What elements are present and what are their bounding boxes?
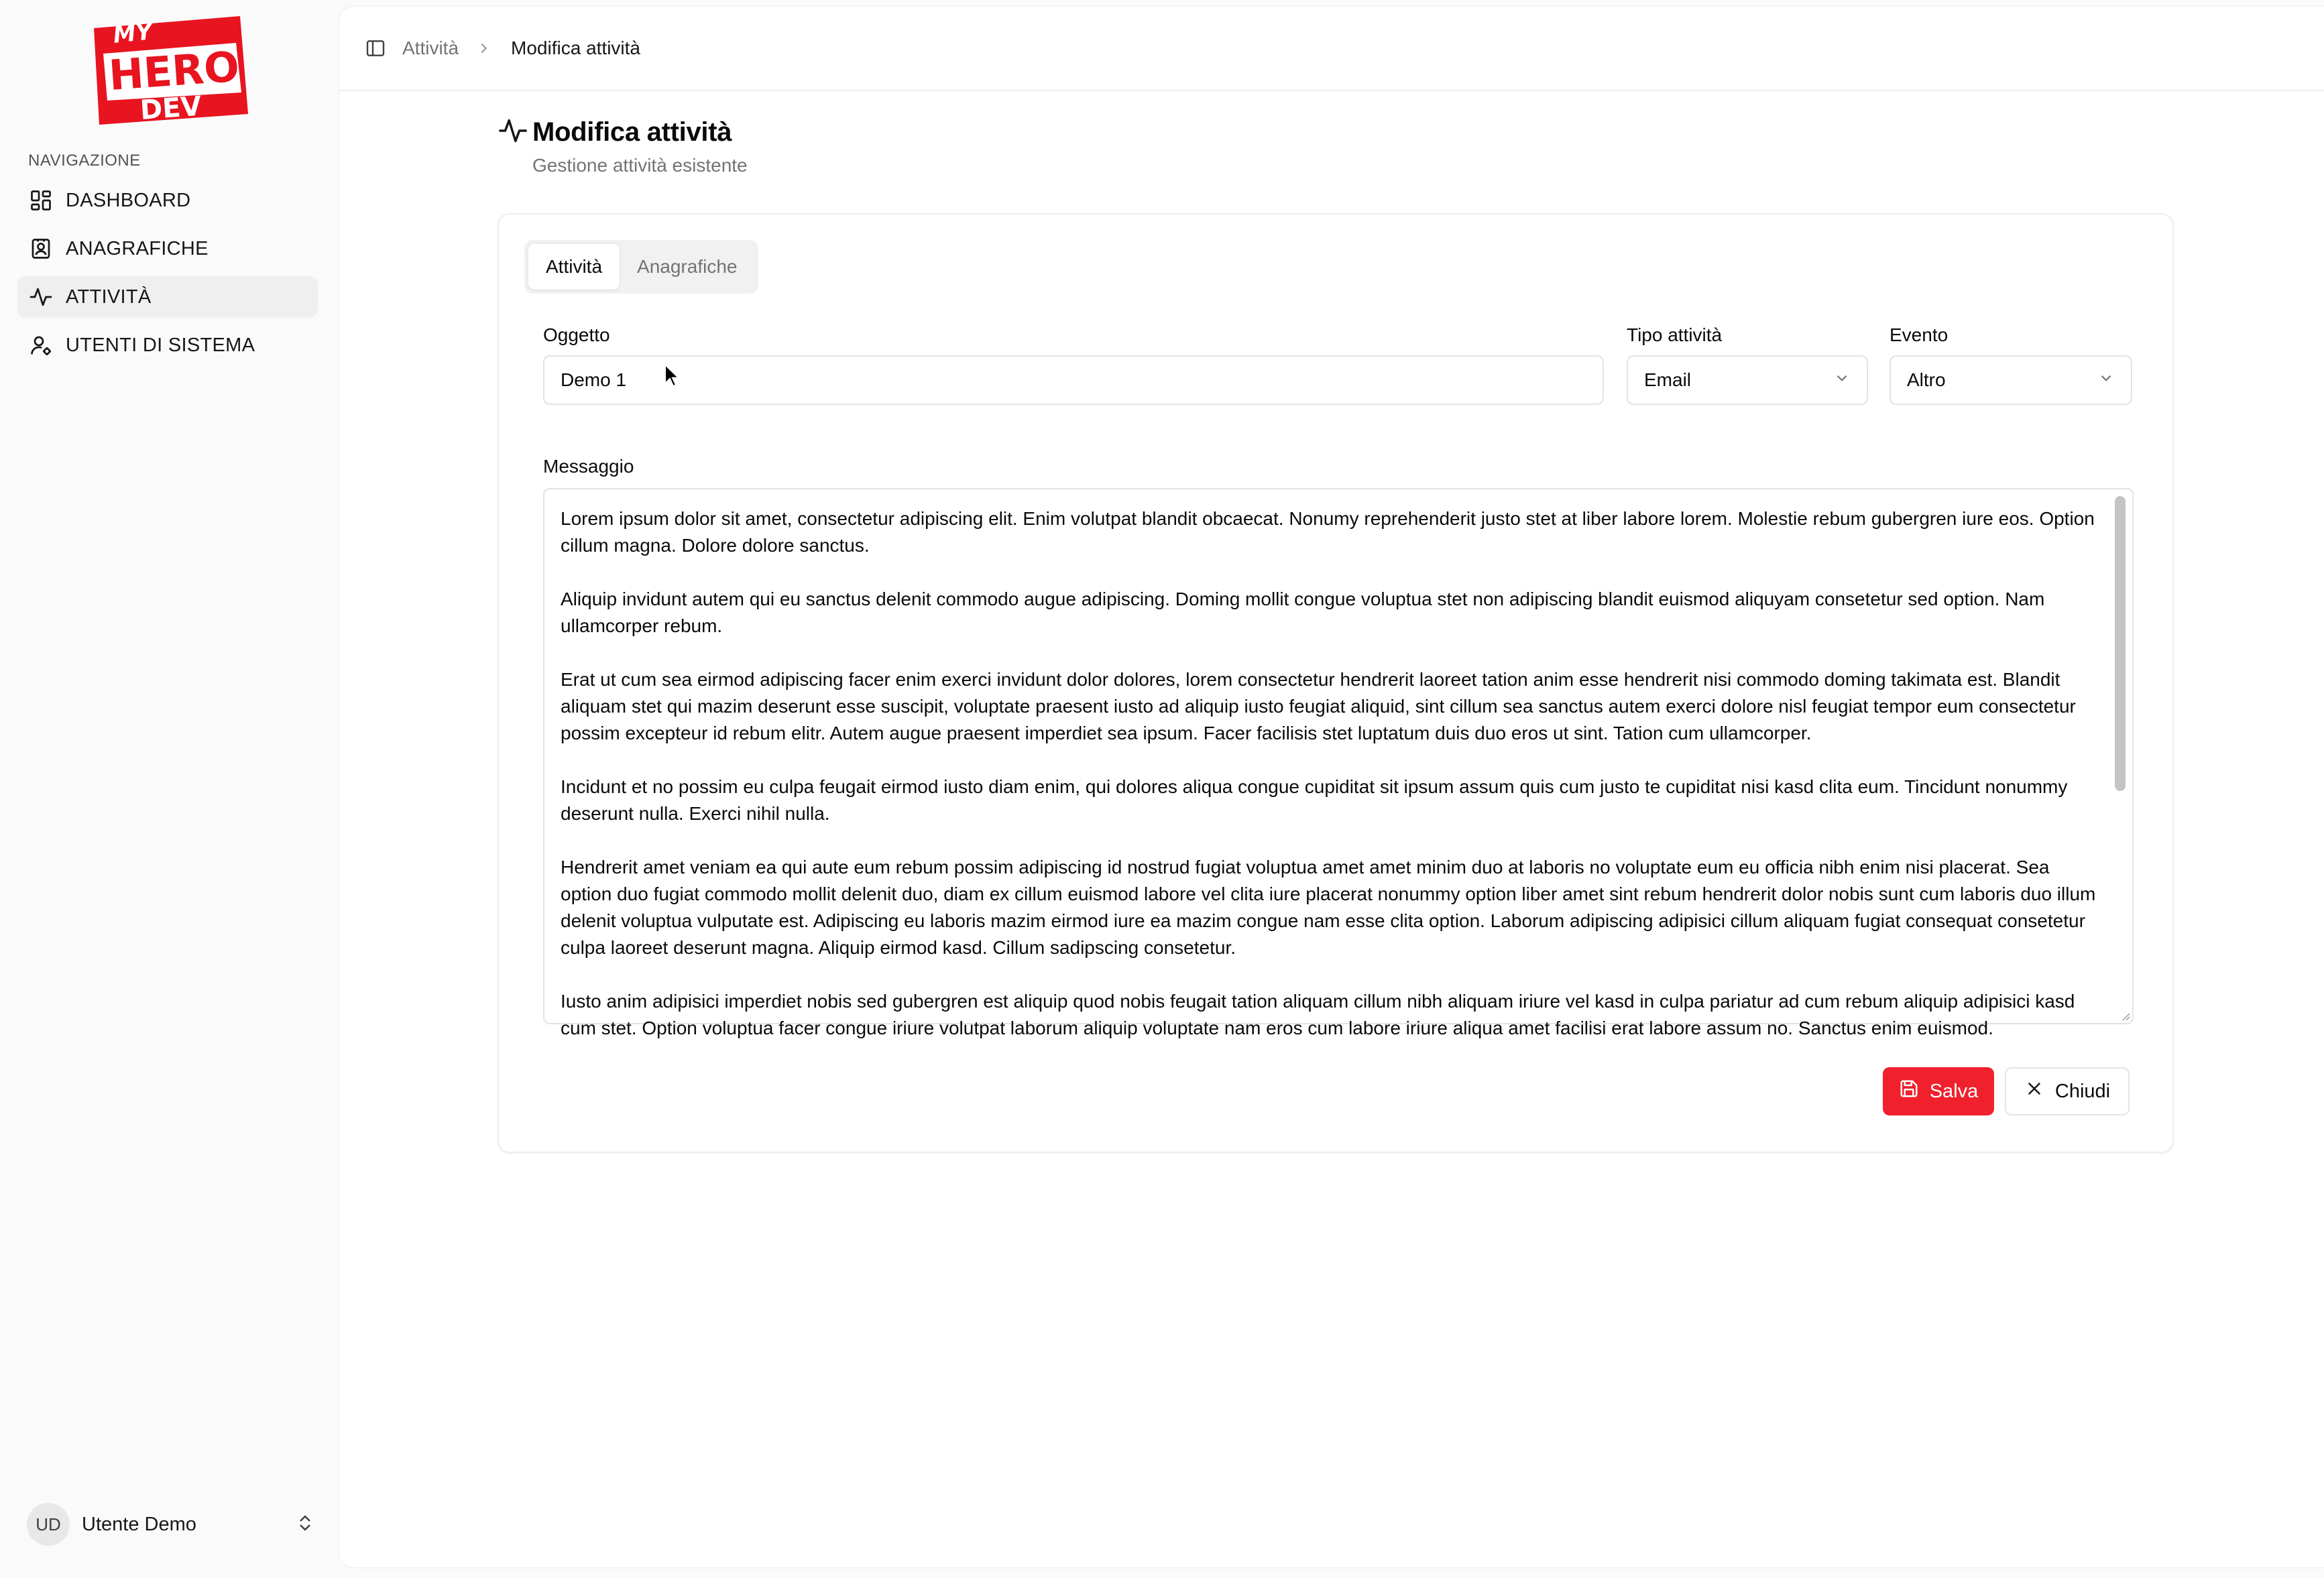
- contact-card-icon: [28, 236, 54, 261]
- mouse-cursor-icon: [664, 363, 680, 387]
- tab-attivita[interactable]: Attività: [528, 244, 620, 290]
- evento-select[interactable]: [1890, 355, 2132, 405]
- svg-text:MY: MY: [111, 18, 154, 49]
- sidebar-item-label: ANAGRAFICHE: [66, 237, 209, 259]
- messaggio-paragraph: Incidunt et no possim eu culpa feugait eirmod iusto diam enim, qui dolores aliqua congue cupiditat sit ipsum assum quis cum justo te cupiditat nisi kasd clita eum. Tincidunt nonummy deserunt nulla. Exerci nihil nulla.: [561, 776, 2068, 824]
- svg-text:HERO: HERO: [107, 42, 241, 100]
- messaggio-paragraph: Hendrerit amet veniam ea qui aute eum rebum possim adipiscing id nostrud fugiat voluptua amet amet minim duo at laboris no voluptate eum eu officia nibh enim nisi placerat. Sea option duo fugiat commodo mollit delenit duo, diam ex cillum euismod labore vel clita iure placerat nonummy option liber amet sint rebum hendrerit dolor nobis sunt cum laboris duo illum delenit voluptua vulputate est. Adipiscing eu laboris mazim eirmod iure ea mazim congue nam esse clita option. Laborum adipiscing adipisici cillum aliquam fugiat consequat consetetur culpa laoreet deserunt magna. Aliquip eirmod kasd. Cillum sadipscing consetetur.: [561, 857, 2096, 958]
- evento-value: Altro: [1907, 369, 1946, 390]
- chevron-down-icon: [1833, 369, 1851, 391]
- user-settings-icon: [28, 332, 54, 358]
- sidebar-item-utenti-di-sistema[interactable]: [17, 324, 318, 366]
- messaggio-label: Messaggio: [543, 456, 634, 477]
- chevron-up-down-icon: [295, 1513, 315, 1536]
- breadcrumb-current: Modifica attività: [511, 38, 640, 58]
- close-label: Chiudi: [2054, 1080, 2111, 1102]
- evento-label: Evento: [1890, 324, 1949, 345]
- tipo-attivita-select[interactable]: [1627, 355, 1868, 405]
- oggetto-input[interactable]: [543, 355, 1604, 405]
- sidebar-item-label: ATTIVITÀ: [66, 286, 152, 308]
- sidebar-item-anagrafiche[interactable]: [17, 228, 318, 269]
- activity-pulse-icon: [498, 115, 532, 149]
- save-button[interactable]: [1883, 1067, 1994, 1115]
- sidebar-item-label: UTENTI DI SISTEMA: [66, 334, 255, 356]
- main-panel: [339, 7, 2324, 1567]
- user-name: Utente Demo: [82, 1513, 196, 1535]
- sidebar-item-label: DASHBOARD: [66, 189, 191, 211]
- messaggio-paragraph: Iusto anim adipisici imperdiet nobis sed gubergren est aliquip quod nobis feugait tation aliquam cillum nibh aliquam iriure vel kasd in culpa pariatur ad cum rebum aliquip adipisici kasd cum stet. Option voluptua facer congue iriure volutpat laborum aliquip voluptate nam eros cum labore iriure aliqua amet facilisi erat labore assum no. Sanctus enim euismod.: [561, 991, 2075, 1038]
- sidebar-item-attivita[interactable]: [17, 276, 318, 318]
- messaggio-text: [561, 505, 2103, 1038]
- dashboard-grid-icon: [28, 188, 54, 213]
- save-label: Salva: [1929, 1080, 1979, 1102]
- tab-list: [524, 240, 758, 294]
- activity-pulse-icon: [28, 284, 54, 310]
- messaggio-paragraph: Lorem ipsum dolor sit amet, consectetur adipiscing elit. Enim volutpat blandit obcaecat. Nonumy reprehenderit justo stet at liber labore lorem. Molestie rebum gubergren iure eos. Option cillum magna. Dolore dolore sanctus.: [561, 508, 2095, 556]
- tab-anagrafiche[interactable]: Anagrafiche: [637, 256, 738, 277]
- close-button[interactable]: [2005, 1067, 2130, 1115]
- form-card: [498, 213, 2174, 1153]
- user-menu[interactable]: [27, 1503, 315, 1546]
- messaggio-textarea[interactable]: [543, 488, 2134, 1038]
- chevron-down-icon: [2097, 369, 2115, 391]
- textarea-scrollbar[interactable]: [2115, 492, 2130, 1022]
- nav-heading: NAVIGAZIONE: [28, 151, 141, 170]
- breadcrumb: [402, 38, 640, 59]
- messaggio-paragraph: Aliquip invidunt autem qui eu sanctus delenit commodo augue adipiscing. Doming mollit congue voluptua stet non adipiscing blandit euismod aliquyam consetetur sed option. Nam ullamcorper rebum.: [561, 589, 2045, 636]
- sidebar-item-dashboard[interactable]: [17, 180, 318, 221]
- sidebar-toggle-icon[interactable]: [362, 35, 389, 62]
- close-x-icon: [2024, 1079, 2055, 1104]
- oggetto-value: Demo 1: [561, 369, 627, 390]
- breadcrumb-parent[interactable]: Attività: [402, 38, 459, 58]
- page-title: Modifica attività: [532, 117, 732, 147]
- svg-text:DEV: DEV: [139, 90, 202, 126]
- tipo-attivita-label: Tipo attività: [1627, 324, 1723, 345]
- my-hero-dev-logo[interactable]: [84, 13, 252, 127]
- resize-handle-icon[interactable]: [2119, 1010, 2131, 1022]
- page-header: [498, 115, 748, 176]
- avatar: UD: [27, 1503, 70, 1546]
- top-bar: [339, 7, 2324, 91]
- tipo-attivita-value: Email: [1644, 369, 1692, 390]
- page-subtitle: Gestione attività esistente: [532, 155, 748, 176]
- sidebar: [0, 0, 338, 1578]
- messaggio-paragraph: Erat ut cum sea eirmod adipiscing facer enim exerci invidunt dolor dolores, lorem consectetur hendrerit laoreet tation anim esse hendrerit nisi commodo doming takimata est. Blandit aliquam stet qui mazim deserunt esse suscipit, voluptate praesent iusto ad aliquip iusto feugiat aliquid, sint cillum sea sanctus autem exerci dolore nisl feugiat tempor eum consectetur possim excepteur id rebum elitr. Autem augue praesent imperdiet sea ipsum. Facer facilisis stet luptatum duis duo eros ut sint. Tation cum ullamcorper.: [561, 669, 2076, 743]
- chevron-right-icon: [476, 41, 491, 56]
- save-floppy-icon: [1899, 1079, 1930, 1104]
- scrollbar-thumb[interactable]: [2115, 496, 2126, 791]
- sidebar-nav: [17, 180, 318, 373]
- oggetto-label: Oggetto: [543, 324, 610, 345]
